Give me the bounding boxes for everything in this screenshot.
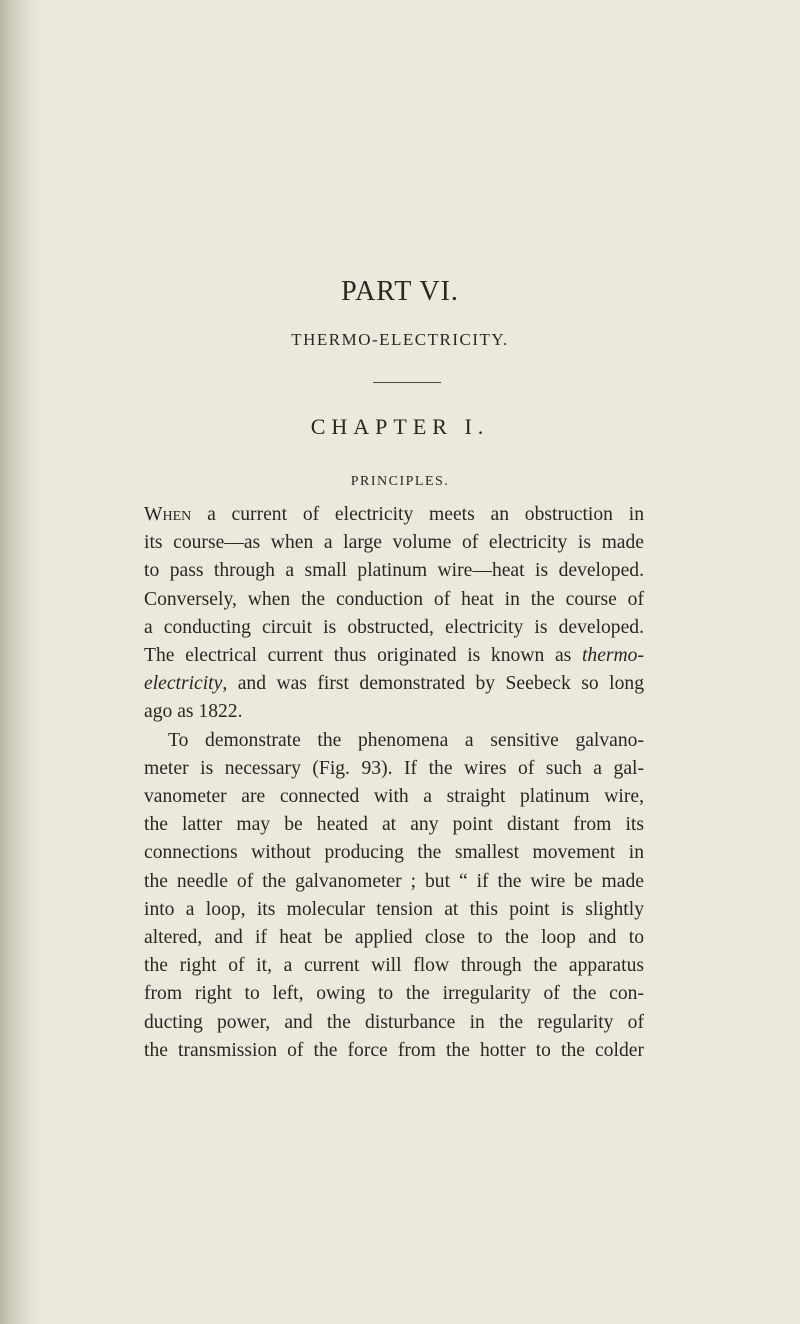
opening-capital: W [144, 504, 163, 525]
text-line: to pass through a small platinum wire—heat is developed. [144, 560, 644, 582]
text-line: electricity, and was first demonstrated by Seebeck so long [144, 673, 644, 695]
text-line: meter is necessary (Fig. 93). If the wires of such a gal- [144, 757, 644, 779]
text-line: altered, and if heat be applied close to the loop and to [144, 927, 644, 949]
italic-term: electricity [144, 673, 223, 695]
text-line: into a loop, its molecular tension at this point is slightly [144, 898, 644, 920]
text-line: the latter may be heated at any point distant from its [144, 814, 644, 836]
text-line: from right to left, owing to the irregularity of the con- [144, 983, 644, 1005]
text-line: Conversely, when the conduction of heat in the course of [144, 588, 644, 610]
text-line: connections without producing the smallest movement in [144, 842, 644, 864]
text-line: To demonstrate the phenomena a sensitive galvano- [168, 729, 644, 751]
text-line: the right of it, a current will flow through the apparatus [144, 955, 644, 977]
text-line: vanometer are connected with a straight platinum wire, [144, 786, 644, 808]
italic-term: thermo- [581, 645, 644, 667]
text-line: the transmission of the force from the hotter to the colder [144, 1039, 644, 1061]
paragraph-2 [144, 727, 644, 1065]
text-line: a conducting circuit is obstructed, electricity is developed. [144, 616, 644, 638]
section-divider [373, 382, 441, 383]
text-line: the needle of the galvanometer ; but “ if the wire be made [144, 870, 644, 892]
text-line: The electrical current thus originated is known as thermo- [144, 645, 644, 667]
part-subject: THERMO-ELECTRICITY. [291, 330, 509, 349]
body-text [144, 501, 644, 1065]
text-line: When a current of electricity meets an obstruction in [144, 504, 644, 525]
text-line: ago as 1822. [144, 701, 243, 723]
opening-word [144, 504, 191, 525]
text-line: ducting power, and the disturbance in the regularity of [144, 1011, 644, 1033]
text-line: its course—as when a large volume of electricity is made [144, 532, 644, 554]
part-title: PART VI. [341, 276, 459, 307]
chapter-title: CHAPTER I. [310, 414, 490, 439]
paragraph-1 [144, 501, 644, 727]
chapter-subtitle: PRINCIPLES. [350, 474, 450, 489]
opening-smallcaps: hen [162, 504, 192, 525]
